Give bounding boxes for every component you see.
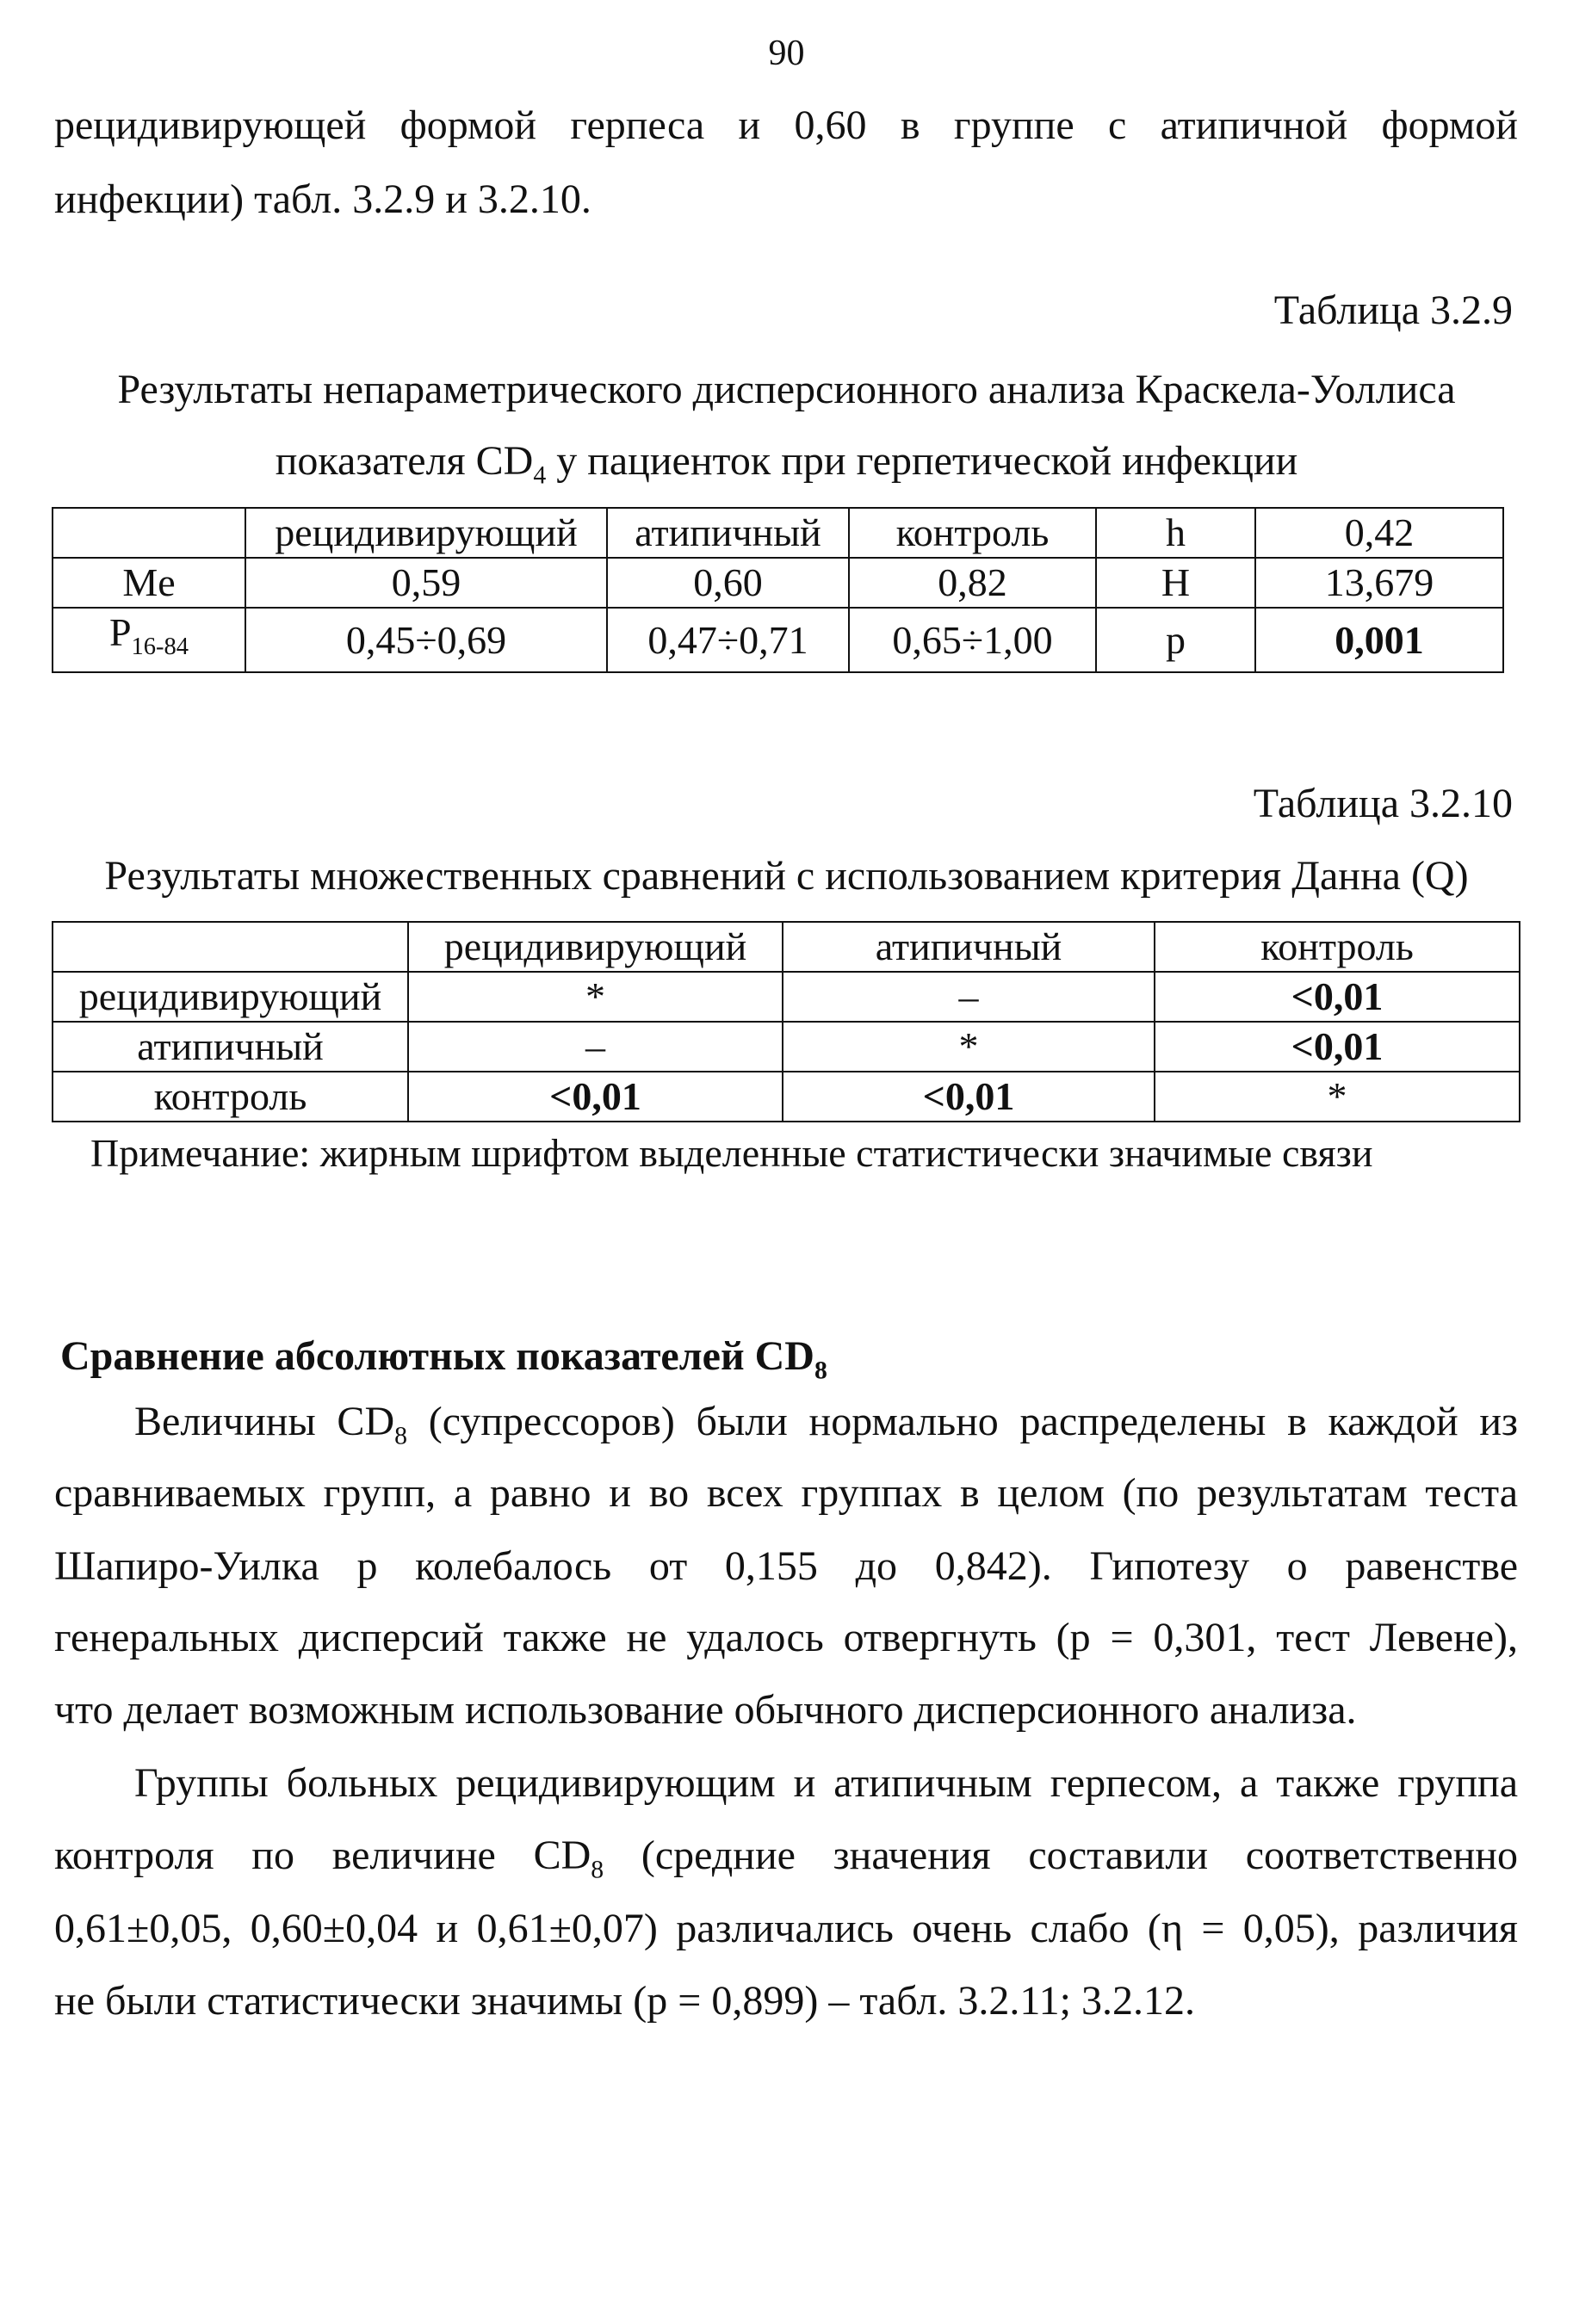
table-cell: H: [1096, 558, 1255, 608]
section-heading: [60, 1332, 827, 1386]
paragraph-1-line-5: что делает возможным использование обычного дисперсионного анализа.: [54, 1687, 1357, 1733]
paragraph-2-line-2: [54, 1835, 1518, 1882]
table-cell: 0,47÷0,71: [607, 608, 849, 672]
header-cell: рецидивирующий: [408, 922, 783, 972]
table-cell: –: [408, 1022, 783, 1072]
table-cell: 13,679: [1255, 558, 1503, 608]
table-row: [53, 1072, 1520, 1122]
paragraph-1-line-3: Шапиро-Уилка p колебалось от 0,155 до 0,842). Гипотезу о равенстве: [54, 1543, 1518, 1589]
header-cell: 0,42: [1255, 508, 1503, 558]
intro-line-1: рецидивирующей формой герпеса и 0,60 в группе с атипичной формой: [54, 102, 1518, 148]
paragraph-2-line-3: 0,61±0,05, 0,60±0,04 и 0,61±0,07) различались очень слабо (η = 0,05), различия: [54, 1906, 1518, 1951]
table-cell: [53, 608, 245, 672]
caption-text-before: показателя CD: [275, 438, 534, 484]
table-cell: p: [1096, 608, 1255, 672]
table-row: [53, 558, 1503, 608]
table-cell: контроль: [53, 1072, 408, 1122]
header-cell: атипичный: [783, 922, 1155, 972]
table-cell: 0,65÷1,00: [849, 608, 1096, 672]
caption-text-after: у пациенток при герпетической инфекции: [546, 438, 1298, 484]
table-2-caption: Результаты множественных сравнений с использованием критерия Данна (Q): [104, 853, 1469, 899]
table-cell: 0,45÷0,69: [245, 608, 607, 672]
table-cell-significant: <0,01: [408, 1072, 783, 1122]
table-cell: 0,59: [245, 558, 607, 608]
intro-line-2: инфекции) табл. 3.2.9 и 3.2.10.: [54, 176, 591, 222]
header-cell: контроль: [1155, 922, 1520, 972]
table-cell: Me: [53, 558, 245, 608]
table-cell: 0,82: [849, 558, 1096, 608]
table-3-2-10: [52, 921, 1520, 1122]
paragraph-2-line-4: не были статистически значимы (p = 0,899) – табл. 3.2.11; 3.2.12.: [54, 1978, 1195, 2024]
table-cell-significant: 0,001: [1255, 608, 1503, 672]
table-header-row: [53, 508, 1503, 558]
section-heading-subscript: 8: [814, 1356, 827, 1385]
paragraph-text: (средние значения составили соответственно: [604, 1833, 1518, 1878]
paragraph-2-line-1: Группы больных рецидивирующим и атипичным герпесом, а также группа: [134, 1760, 1518, 1806]
table-2-note: Примечание: жирным шрифтом выделенные статистически значимые связи: [90, 1131, 1373, 1175]
table-header-row: [53, 922, 1520, 972]
table-cell: –: [783, 972, 1155, 1022]
header-cell: [53, 922, 408, 972]
paragraph-1-line-4: генеральных дисперсий также не удалось отвергнуть (p = 0,301, тест Левене),: [54, 1615, 1518, 1660]
row-label-subscript: 16-84: [131, 634, 189, 661]
table-1-label: Таблица 3.2.9: [1273, 287, 1513, 333]
table-cell: рецидивирующий: [53, 972, 408, 1022]
paragraph-text: Величины CD: [134, 1399, 395, 1444]
section-heading-text: Сравнение абсолютных показателей CD: [60, 1333, 814, 1379]
table-cell-significant: <0,01: [1155, 972, 1520, 1022]
header-cell: атипичный: [607, 508, 849, 558]
table-cell-significant: <0,01: [1155, 1022, 1520, 1072]
row-label-main: P: [108, 610, 132, 654]
header-cell: контроль: [849, 508, 1096, 558]
paragraph-subscript: 8: [591, 1855, 604, 1884]
table-row: [53, 972, 1520, 1022]
paragraph-1-line-2: сравниваемых групп, а равно и во всех группах в целом (по результатам теста: [54, 1470, 1518, 1516]
paragraph-text: (супрессоров) были нормально распределены в каждой из: [407, 1399, 1519, 1444]
paragraph-text: контроля по величине CD: [54, 1833, 591, 1878]
paragraph-1-line-1: [134, 1401, 1518, 1449]
header-cell: рецидивирующий: [245, 508, 607, 558]
table-1-caption-line-2: [0, 437, 1573, 491]
table-row: [53, 608, 1503, 672]
table-row: [53, 1022, 1520, 1072]
table-cell: *: [1155, 1072, 1520, 1122]
caption-subscript: 4: [533, 460, 547, 490]
table-1-caption-line-1: Результаты непараметрического дисперсионного анализа Краскела-Уоллиса: [117, 367, 1456, 412]
table-cell: атипичный: [53, 1022, 408, 1072]
paragraph-subscript: 8: [394, 1421, 407, 1450]
table-cell: *: [408, 972, 783, 1022]
table-cell: *: [783, 1022, 1155, 1072]
table-3-2-9: [52, 507, 1504, 673]
page-number: 90: [768, 34, 805, 73]
table-cell: 0,60: [607, 558, 849, 608]
header-cell: [53, 508, 245, 558]
table-cell-significant: <0,01: [783, 1072, 1155, 1122]
table-2-label: Таблица 3.2.10: [1253, 781, 1513, 826]
header-cell: h: [1096, 508, 1255, 558]
